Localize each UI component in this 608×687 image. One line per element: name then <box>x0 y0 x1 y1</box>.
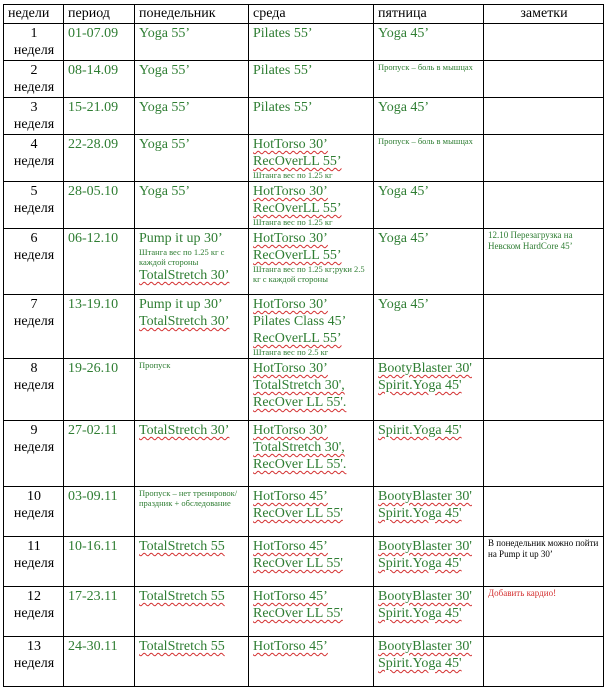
wednesday-workout: HotTorso 30’ <box>253 297 328 312</box>
friday-workout: Yoga 45’ <box>378 100 430 115</box>
friday-workout: Yoga 45’ <box>378 26 430 41</box>
week-cell <box>4 537 64 587</box>
friday-cell <box>374 98 484 135</box>
friday-cell <box>374 537 484 587</box>
monday-workout: TotalStretch 55 <box>139 639 225 654</box>
week-label: неделя <box>13 117 55 132</box>
notes-cell <box>484 229 604 295</box>
table-row <box>4 487 604 537</box>
week-cell <box>4 295 64 359</box>
wednesday-workout: RecOverLL 55’ <box>253 248 342 263</box>
friday-cell <box>374 135 484 182</box>
wednesday-workout: Pilates Class 45’ <box>253 314 347 329</box>
friday-workout: Yoga 45’ <box>378 297 430 312</box>
week-label: неделя <box>13 154 55 169</box>
week-cell <box>4 359 64 421</box>
week-label: неделя <box>13 248 55 263</box>
table-row <box>4 61 604 98</box>
notes-cell <box>484 421 604 487</box>
period-cell: 13-19.10 <box>64 295 135 359</box>
week-number: 3 <box>30 100 38 115</box>
wednesday-workout: Pilates 55’ <box>253 100 313 115</box>
wednesday-workout: HotTorso 30’ <box>253 423 328 438</box>
week-number: 8 <box>30 361 38 376</box>
header-period: период <box>64 5 135 24</box>
friday-workout: Spirit.Yoga 45' <box>378 378 462 393</box>
monday-cell <box>135 229 249 295</box>
week-number: 11 <box>27 539 41 554</box>
monday-workout: Pump it up 30’ <box>139 297 223 312</box>
week-cell <box>4 98 64 135</box>
table-row <box>4 182 604 229</box>
period-cell: 06-12.10 <box>64 229 135 295</box>
monday-cell <box>135 421 249 487</box>
week-cell <box>4 24 64 61</box>
note-text: Добавить кардио! <box>488 588 557 598</box>
monday-cell <box>135 359 249 421</box>
friday-workout: Yoga 45’ <box>378 184 430 199</box>
friday-cell <box>374 587 484 637</box>
friday-cell <box>374 182 484 229</box>
notes-cell <box>484 295 604 359</box>
wednesday-comment: Штанга вес по 2.5 кг <box>253 347 329 357</box>
notes-cell <box>484 637 604 687</box>
week-number: 1 <box>30 26 38 41</box>
notes-cell <box>484 135 604 182</box>
monday-workout: Yoga 55’ <box>139 26 191 41</box>
header-wednesday: среда <box>249 5 374 24</box>
week-cell <box>4 421 64 487</box>
friday-comment: Пропуск – боль в мышцах <box>378 136 473 146</box>
table-row <box>4 637 604 687</box>
monday-workout: TotalStretch 55 <box>139 539 225 554</box>
week-cell <box>4 182 64 229</box>
friday-workout: BootyBlaster 30' <box>378 539 472 554</box>
wednesday-cell <box>249 537 374 587</box>
table-row <box>4 295 604 359</box>
wednesday-cell <box>249 229 374 295</box>
friday-workout: Spirit.Yoga 45' <box>378 656 462 671</box>
period-cell: 01-07.09 <box>64 24 135 61</box>
wednesday-cell <box>249 421 374 487</box>
week-number: 10 <box>27 489 41 504</box>
week-label: неделя <box>13 378 55 393</box>
wednesday-comment: Штанга вес по 1.25 кг <box>253 217 333 227</box>
period-cell: 17-23.11 <box>64 587 135 637</box>
table-row <box>4 537 604 587</box>
wednesday-cell <box>249 359 374 421</box>
table-row <box>4 135 604 182</box>
wednesday-workout: HotTorso 30’ <box>253 361 328 376</box>
monday-workout: Yoga 55’ <box>139 137 191 152</box>
wednesday-workout: HotTorso 45’ <box>253 639 328 654</box>
week-label: неделя <box>13 506 55 521</box>
notes-cell <box>484 537 604 587</box>
wednesday-cell <box>249 61 374 98</box>
header-monday: понедельник <box>135 5 249 24</box>
wednesday-workout: Pilates 55’ <box>253 63 313 78</box>
week-label: неделя <box>13 43 55 58</box>
monday-comment: Пропуск <box>139 360 171 370</box>
header-weeks: недели <box>4 5 64 24</box>
period-cell: 15-21.09 <box>64 98 135 135</box>
week-number: 9 <box>30 423 38 438</box>
friday-workout: Spirit.Yoga 45' <box>378 556 462 571</box>
wednesday-comment: Штанга вес по 1.25 кг;руки 2.5 кг с каждой стороны <box>253 264 365 284</box>
week-number: 2 <box>30 63 38 78</box>
week-cell <box>4 135 64 182</box>
week-number: 12 <box>27 589 41 604</box>
wednesday-comment: Штанга вес по 1.25 кг <box>253 170 333 180</box>
monday-comment: Штанга вес по 1.25 кг с каждой стороны <box>139 247 225 267</box>
wednesday-workout: RecOver LL 55' <box>253 556 343 571</box>
period-cell: 19-26.10 <box>64 359 135 421</box>
monday-workout: Yoga 55’ <box>139 63 191 78</box>
monday-cell <box>135 24 249 61</box>
friday-workout: BootyBlaster 30' <box>378 589 472 604</box>
friday-comment: Пропуск – боль в мышцах <box>378 62 473 72</box>
note-text: В понедельник можно пойти на Pump it up 30’ <box>488 538 599 559</box>
friday-cell <box>374 487 484 537</box>
notes-cell <box>484 24 604 61</box>
monday-cell <box>135 487 249 537</box>
week-cell <box>4 229 64 295</box>
wednesday-workout: TotalStretch 30', <box>253 378 345 393</box>
monday-cell <box>135 135 249 182</box>
week-number: 7 <box>30 297 38 312</box>
wednesday-workout: HotTorso 45’ <box>253 589 328 604</box>
period-cell: 08-14.09 <box>64 61 135 98</box>
wednesday-cell <box>249 182 374 229</box>
period-cell: 03-09.11 <box>64 487 135 537</box>
notes-cell <box>484 182 604 229</box>
notes-cell <box>484 587 604 637</box>
wednesday-workout: RecOver LL 55' <box>253 606 343 621</box>
header-notes: заметки <box>484 5 604 24</box>
period-cell: 22-28.09 <box>64 135 135 182</box>
wednesday-workout: RecOver LL 55'. <box>253 395 347 410</box>
friday-workout: Spirit.Yoga 45' <box>378 423 462 438</box>
wednesday-workout: HotTorso 45’ <box>253 489 328 504</box>
friday-cell <box>374 359 484 421</box>
wednesday-workout: HotTorso 30’ <box>253 184 328 199</box>
monday-cell <box>135 61 249 98</box>
monday-workout: TotalStretch 30’ <box>139 268 230 283</box>
training-schedule-table <box>3 4 604 687</box>
wednesday-cell <box>249 295 374 359</box>
wednesday-cell <box>249 98 374 135</box>
monday-cell <box>135 537 249 587</box>
monday-workout: TotalStretch 30’ <box>139 314 230 329</box>
wednesday-workout: RecOverLL 55’ <box>253 201 342 216</box>
note-text: 12.10 Перезагрузка на Невском HardCore 45’ <box>488 230 573 251</box>
monday-workout: TotalStretch 30’ <box>139 423 230 438</box>
wednesday-workout: HotTorso 30’ <box>253 231 328 246</box>
friday-workout: BootyBlaster 30' <box>378 489 472 504</box>
week-label: неделя <box>13 556 55 571</box>
wednesday-workout: HotTorso 30’ <box>253 137 328 152</box>
week-cell <box>4 487 64 537</box>
header-friday: пятница <box>374 5 484 24</box>
friday-workout: Spirit.Yoga 45' <box>378 506 462 521</box>
notes-cell <box>484 359 604 421</box>
monday-cell <box>135 98 249 135</box>
monday-comment: Пропуск – нет тренировок/праздник + обследование <box>139 488 238 508</box>
notes-cell <box>484 487 604 537</box>
period-cell: 28-05.10 <box>64 182 135 229</box>
monday-workout: Yoga 55’ <box>139 184 191 199</box>
wednesday-workout: HotTorso 45’ <box>253 539 328 554</box>
monday-cell <box>135 637 249 687</box>
table-row <box>4 229 604 295</box>
period-cell: 10-16.11 <box>64 537 135 587</box>
table-row <box>4 587 604 637</box>
wednesday-cell <box>249 487 374 537</box>
monday-cell <box>135 295 249 359</box>
friday-workout: Yoga 45’ <box>378 231 430 246</box>
week-label: неделя <box>13 201 55 216</box>
friday-cell <box>374 421 484 487</box>
week-number: 5 <box>30 184 38 199</box>
friday-workout: Spirit.Yoga 45' <box>378 606 462 621</box>
header-row <box>4 5 604 24</box>
week-label: неделя <box>13 314 55 329</box>
week-number: 6 <box>30 231 38 246</box>
table-row <box>4 421 604 487</box>
week-cell <box>4 587 64 637</box>
period-cell: 24-30.11 <box>64 637 135 687</box>
week-label: неделя <box>13 606 55 621</box>
monday-workout: TotalStretch 55 <box>139 589 225 604</box>
week-label: неделя <box>13 656 55 671</box>
notes-cell <box>484 61 604 98</box>
wednesday-workout: TotalStretch 30', <box>253 440 345 455</box>
week-number: 13 <box>27 639 41 654</box>
week-cell <box>4 61 64 98</box>
table-row <box>4 359 604 421</box>
wednesday-cell <box>249 587 374 637</box>
monday-cell <box>135 182 249 229</box>
week-label: неделя <box>13 440 55 455</box>
monday-workout: Pump it up 30’ <box>139 231 223 246</box>
friday-workout: BootyBlaster 30' <box>378 639 472 654</box>
table-row <box>4 24 604 61</box>
wednesday-workout: RecOver LL 55'. <box>253 457 347 472</box>
notes-cell <box>484 98 604 135</box>
week-label: неделя <box>13 80 55 95</box>
wednesday-workout: RecOverLL 55’ <box>253 331 342 346</box>
wednesday-cell <box>249 637 374 687</box>
week-number: 4 <box>30 137 38 152</box>
monday-cell <box>135 587 249 637</box>
monday-workout: Yoga 55’ <box>139 100 191 115</box>
friday-cell <box>374 61 484 98</box>
wednesday-workout: RecOver LL 55' <box>253 506 343 521</box>
wednesday-workout: Pilates 55’ <box>253 26 313 41</box>
table-row <box>4 98 604 135</box>
friday-workout: BootyBlaster 30' <box>378 361 472 376</box>
week-cell <box>4 637 64 687</box>
friday-cell <box>374 229 484 295</box>
friday-cell <box>374 295 484 359</box>
friday-cell <box>374 637 484 687</box>
wednesday-cell <box>249 24 374 61</box>
wednesday-cell <box>249 135 374 182</box>
wednesday-workout: RecOverLL 55’ <box>253 154 342 169</box>
friday-cell <box>374 24 484 61</box>
period-cell: 27-02.11 <box>64 421 135 487</box>
